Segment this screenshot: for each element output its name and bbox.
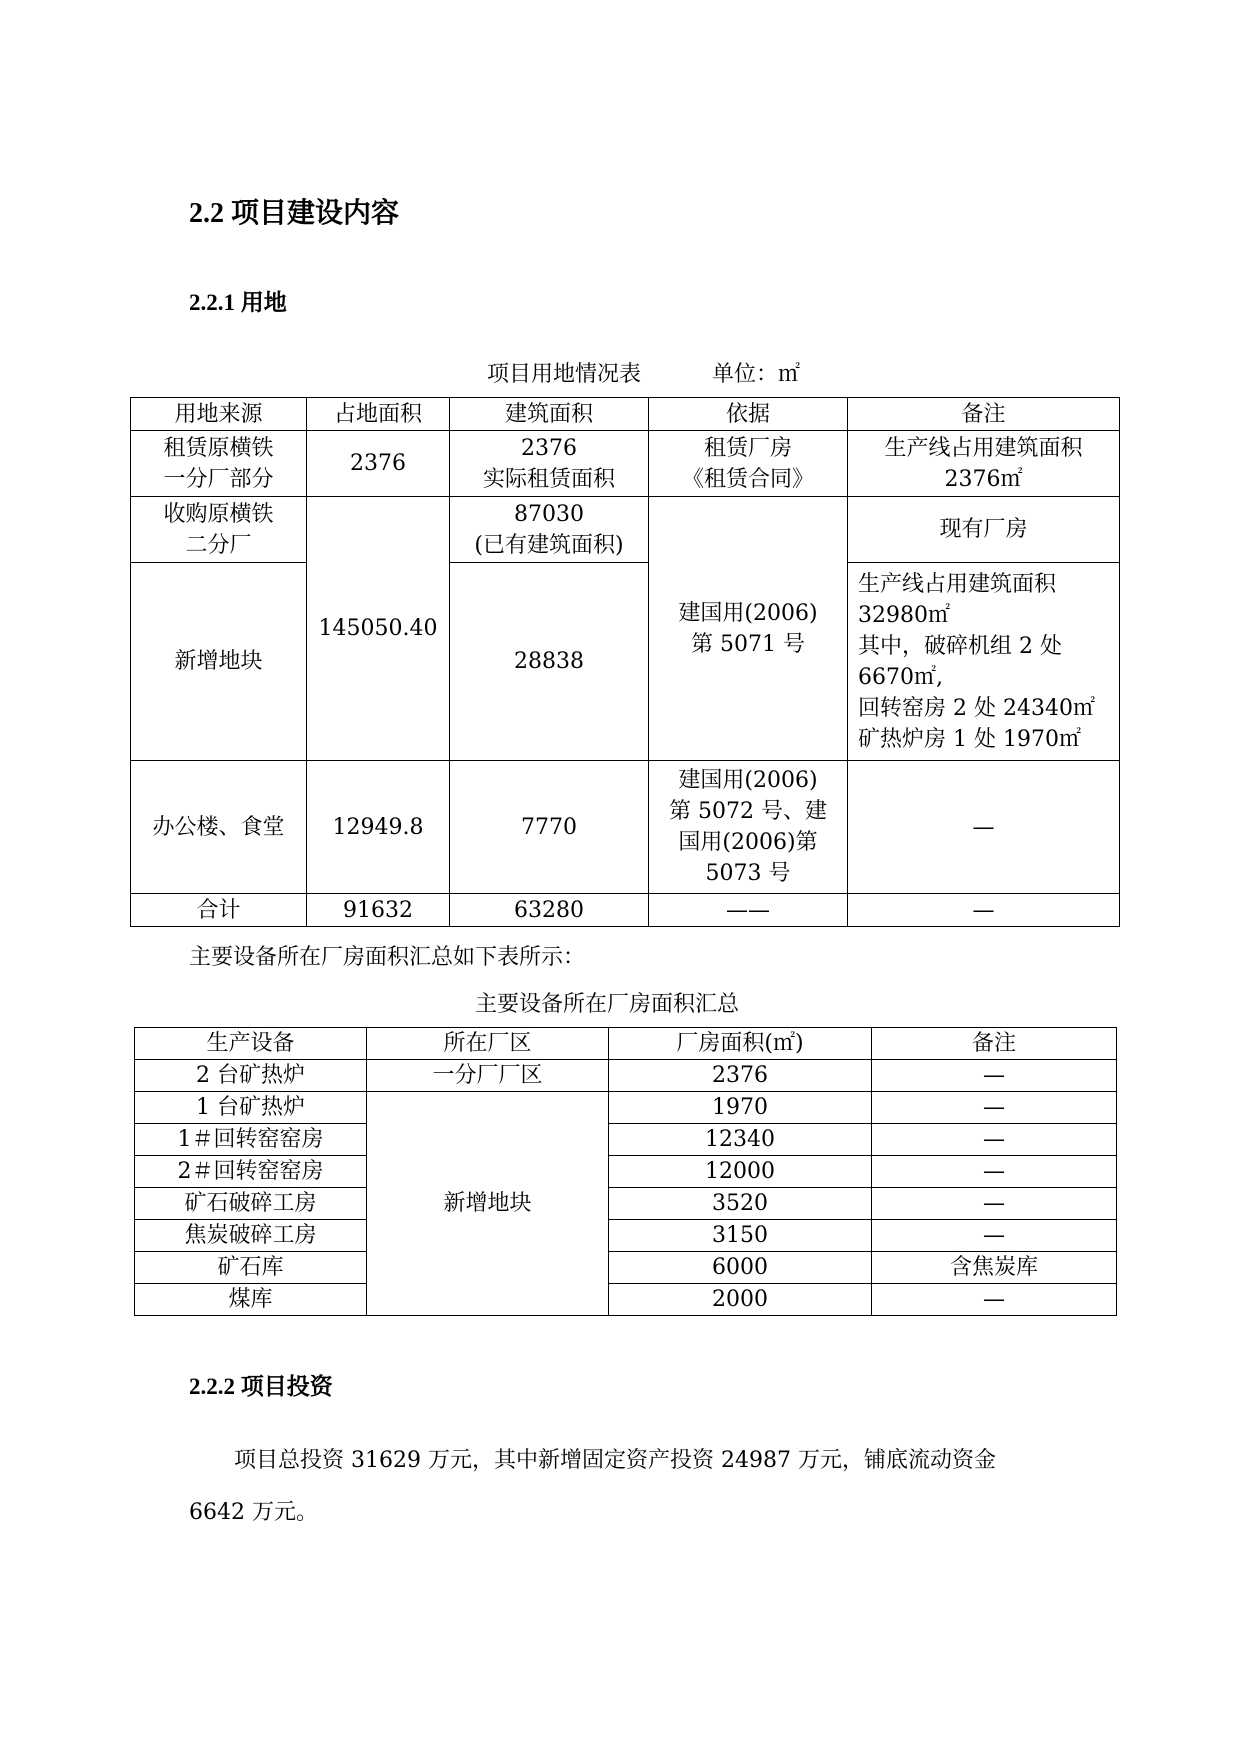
area-cell: 12000: [609, 1156, 872, 1188]
equipment-area-table: [134, 1027, 1117, 1316]
equipment-cell: 2 台矿热炉: [135, 1060, 367, 1092]
note-cell: —: [848, 894, 1120, 927]
note-cell: —: [872, 1092, 1117, 1124]
note-cell: 生产线占用建筑面积 2376㎡: [848, 431, 1120, 497]
note-cell: —: [872, 1188, 1117, 1220]
equipment-cell: 1＃回转窑窑房: [135, 1124, 367, 1156]
land-table-unit: 单位：㎡: [712, 362, 801, 387]
table-row: [131, 497, 1120, 563]
table-row: [135, 1220, 1117, 1252]
table-row: [135, 1092, 1117, 1124]
land-use-table: [130, 397, 1120, 927]
land-area-cell: 91632: [307, 894, 450, 927]
table-row: [131, 761, 1120, 894]
table-header-row: [131, 398, 1120, 431]
basis-cell: 租赁厂房 《租赁合同》: [649, 431, 848, 497]
header-cell: 厂房面积(㎡): [609, 1028, 872, 1060]
zone-cell: 新增地块: [367, 1092, 609, 1316]
header-cell: 生产设备: [135, 1028, 367, 1060]
equipment-cell: 2＃回转窑窑房: [135, 1156, 367, 1188]
area-cell: 12340: [609, 1124, 872, 1156]
table-row: [135, 1284, 1117, 1316]
land-area-cell: 145050.40: [307, 497, 450, 761]
subsection-heading-investment: 2.2.2 项目投资: [189, 1374, 333, 1399]
area-cell: 3150: [609, 1220, 872, 1252]
basis-cell: 建国用(2006) 第 5071 号: [649, 497, 848, 761]
area-cell: 2376: [609, 1060, 872, 1092]
building-area-cell: 87030 (已有建筑面积): [450, 497, 649, 563]
table-total-row: [131, 894, 1120, 927]
equipment-cell: 矿石破碎工房: [135, 1188, 367, 1220]
zone-cell: 一分厂厂区: [367, 1060, 609, 1092]
equipment-cell: 煤库: [135, 1284, 367, 1316]
table-row: [135, 1060, 1117, 1092]
investment-paragraph-line2: 6642 万元。: [189, 1500, 318, 1525]
header-cell: 所在厂区: [367, 1028, 609, 1060]
note-cell: 生产线占用建筑面积 32980㎡ 其中，破碎机组 2 处 6670㎡, 回转窑房 2 处 24340㎡ 矿热炉房 1 处 1970㎡: [848, 563, 1120, 761]
building-area-cell: 28838: [450, 563, 649, 761]
table-row: [131, 563, 1120, 761]
source-cell: 合计: [131, 894, 307, 927]
basis-cell: 建国用(2006) 第 5072 号、建 国用(2006)第 5073 号: [649, 761, 848, 894]
basis-cell: ——: [649, 894, 848, 927]
note-cell: —: [848, 761, 1120, 894]
investment-paragraph-line1: 项目总投资 31629 万元，其中新增固定资产投资 24987 万元，铺底流动资金: [234, 1448, 996, 1473]
source-cell: 租赁原横铁 一分厂部分: [131, 431, 307, 497]
land-area-cell: 12949.8: [307, 761, 450, 894]
note-cell: —: [872, 1220, 1117, 1252]
table-row: [131, 431, 1120, 497]
header-cell: 用地来源: [131, 398, 307, 431]
source-cell: 收购原横铁 二分厂: [131, 497, 307, 563]
building-area-cell: 7770: [450, 761, 649, 894]
section-heading: 2.2 项目建设内容: [189, 198, 400, 229]
land-table-caption: 项目用地情况表: [487, 362, 642, 387]
note-cell: —: [872, 1060, 1117, 1092]
source-cell: 新增地块: [131, 563, 307, 761]
table-row: [135, 1252, 1117, 1284]
table-row: [135, 1156, 1117, 1188]
header-cell: 备注: [848, 398, 1120, 431]
header-cell: 建筑面积: [450, 398, 649, 431]
subsection-heading-land: 2.2.1 用地: [189, 290, 287, 315]
equipment-table-caption: 主要设备所在厂房面积汇总: [475, 992, 740, 1017]
area-cell: 6000: [609, 1252, 872, 1284]
table-header-row: [135, 1028, 1117, 1060]
header-cell: 依据: [649, 398, 848, 431]
equipment-cell: 矿石库: [135, 1252, 367, 1284]
building-area-cell: 63280: [450, 894, 649, 927]
area-cell: 3520: [609, 1188, 872, 1220]
building-area-cell: 2376 实际租赁面积: [450, 431, 649, 497]
header-cell: 备注: [872, 1028, 1117, 1060]
equipment-cell: 1 台矿热炉: [135, 1092, 367, 1124]
area-cell: 1970: [609, 1092, 872, 1124]
table-row: [135, 1124, 1117, 1156]
table-row: [135, 1188, 1117, 1220]
land-area-cell: 2376: [307, 431, 450, 497]
source-cell: 办公楼、食堂: [131, 761, 307, 894]
note-cell: —: [872, 1284, 1117, 1316]
header-cell: 占地面积: [307, 398, 450, 431]
note-cell: —: [872, 1156, 1117, 1188]
area-cell: 2000: [609, 1284, 872, 1316]
equipment-cell: 焦炭破碎工房: [135, 1220, 367, 1252]
note-cell: —: [872, 1124, 1117, 1156]
equipment-intro-text: 主要设备所在厂房面积汇总如下表所示：: [189, 945, 586, 970]
note-cell: 含焦炭库: [872, 1252, 1117, 1284]
note-cell: 现有厂房: [848, 497, 1120, 563]
